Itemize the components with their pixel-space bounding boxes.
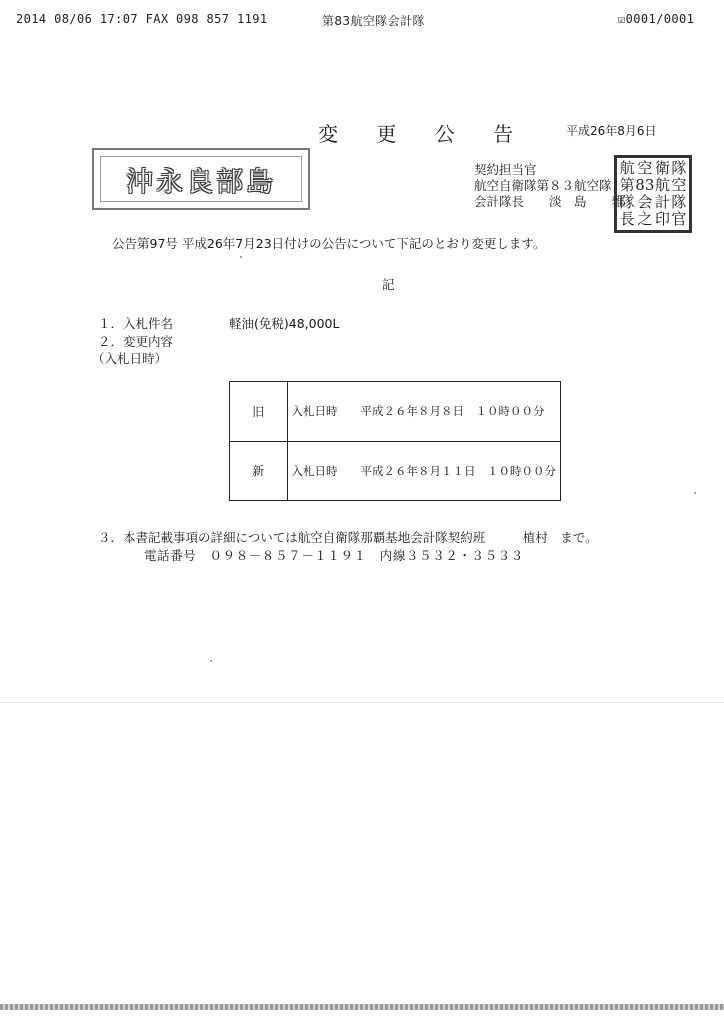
seal-char: 隊 <box>671 159 687 177</box>
seal-char: 第 <box>619 176 635 194</box>
fax-sender: 第83航空隊会計隊 <box>322 14 425 28</box>
seal-char: 隊 <box>619 193 635 211</box>
ki-heading: 記 <box>382 277 395 292</box>
scan-speck <box>694 492 696 494</box>
row-label-new: 新 <box>230 441 288 501</box>
row-label-old: 旧 <box>230 382 288 442</box>
official-seal <box>614 155 692 233</box>
officer-name: 会計隊長 淡 島 雅 <box>474 194 625 209</box>
officer-unit: 航空自衛隊第８３航空隊 <box>474 178 612 193</box>
row-value-new: 入札日時 平成２６年８月１１日 １０時００分 <box>287 441 561 501</box>
fax-page-indicator <box>618 12 694 26</box>
item2-label: ２．変更内容 <box>98 334 174 349</box>
seal-char: 之 <box>637 210 653 228</box>
seal-char: 会 <box>637 193 653 211</box>
change-table <box>229 381 561 501</box>
seal-char: 官 <box>671 210 687 228</box>
item1-value: 軽油(免税)48,000L <box>229 316 340 331</box>
scan-speck <box>240 256 242 258</box>
location-stamp <box>92 148 310 210</box>
table-row <box>230 382 561 442</box>
table-row <box>230 441 561 501</box>
notice-date: 平成26年8月6日 <box>566 124 657 138</box>
location-stamp-frame <box>100 156 302 202</box>
seal-char: 空 <box>671 176 687 194</box>
seal-char: 長 <box>619 210 635 228</box>
seal-char: 空 <box>637 159 653 177</box>
seal-char: 印 <box>655 210 671 228</box>
seal-char: 航 <box>655 176 671 194</box>
fax-page-count: 0001/0001 <box>625 12 695 26</box>
scan-line <box>0 702 724 703</box>
seal-char: 隊 <box>671 193 687 211</box>
seal-char: 衛 <box>655 159 671 177</box>
fax-datetime: 2014 08/06 17:07 FAX <box>16 12 169 26</box>
checkbox-icon: ☑ <box>618 12 626 26</box>
notice-title: 変 更 公 告 <box>318 122 530 146</box>
item1-label: １．入札件名 <box>98 316 174 331</box>
scan-speck <box>210 660 212 662</box>
contact-phone: 電話番号 ０９８－８５７－１１９１ 内線３５３２・３５３３ <box>144 548 524 563</box>
fax-number: 098 857 1191 <box>176 12 268 26</box>
item2-sub: （入札日時） <box>92 351 168 366</box>
officer-title: 契約担当官 <box>474 162 537 177</box>
seal-char: 航 <box>619 159 635 177</box>
row-value-old: 入札日時 平成２６年８月８日 １０時００分 <box>287 382 561 442</box>
location-stamp-text: 沖永良部島 <box>126 166 276 198</box>
intro-text: 公告第97号 平成26年7月23日付けの公告について下記のとおり変更します。 <box>112 236 546 251</box>
scan-edge-strip <box>0 1004 724 1010</box>
seal-char: 83 <box>635 176 655 194</box>
seal-char: 計 <box>655 193 671 211</box>
item3-text: ３．本書記載事項の詳細については航空自衛隊那覇基地会計隊契約班 植村 まで。 <box>98 530 598 545</box>
